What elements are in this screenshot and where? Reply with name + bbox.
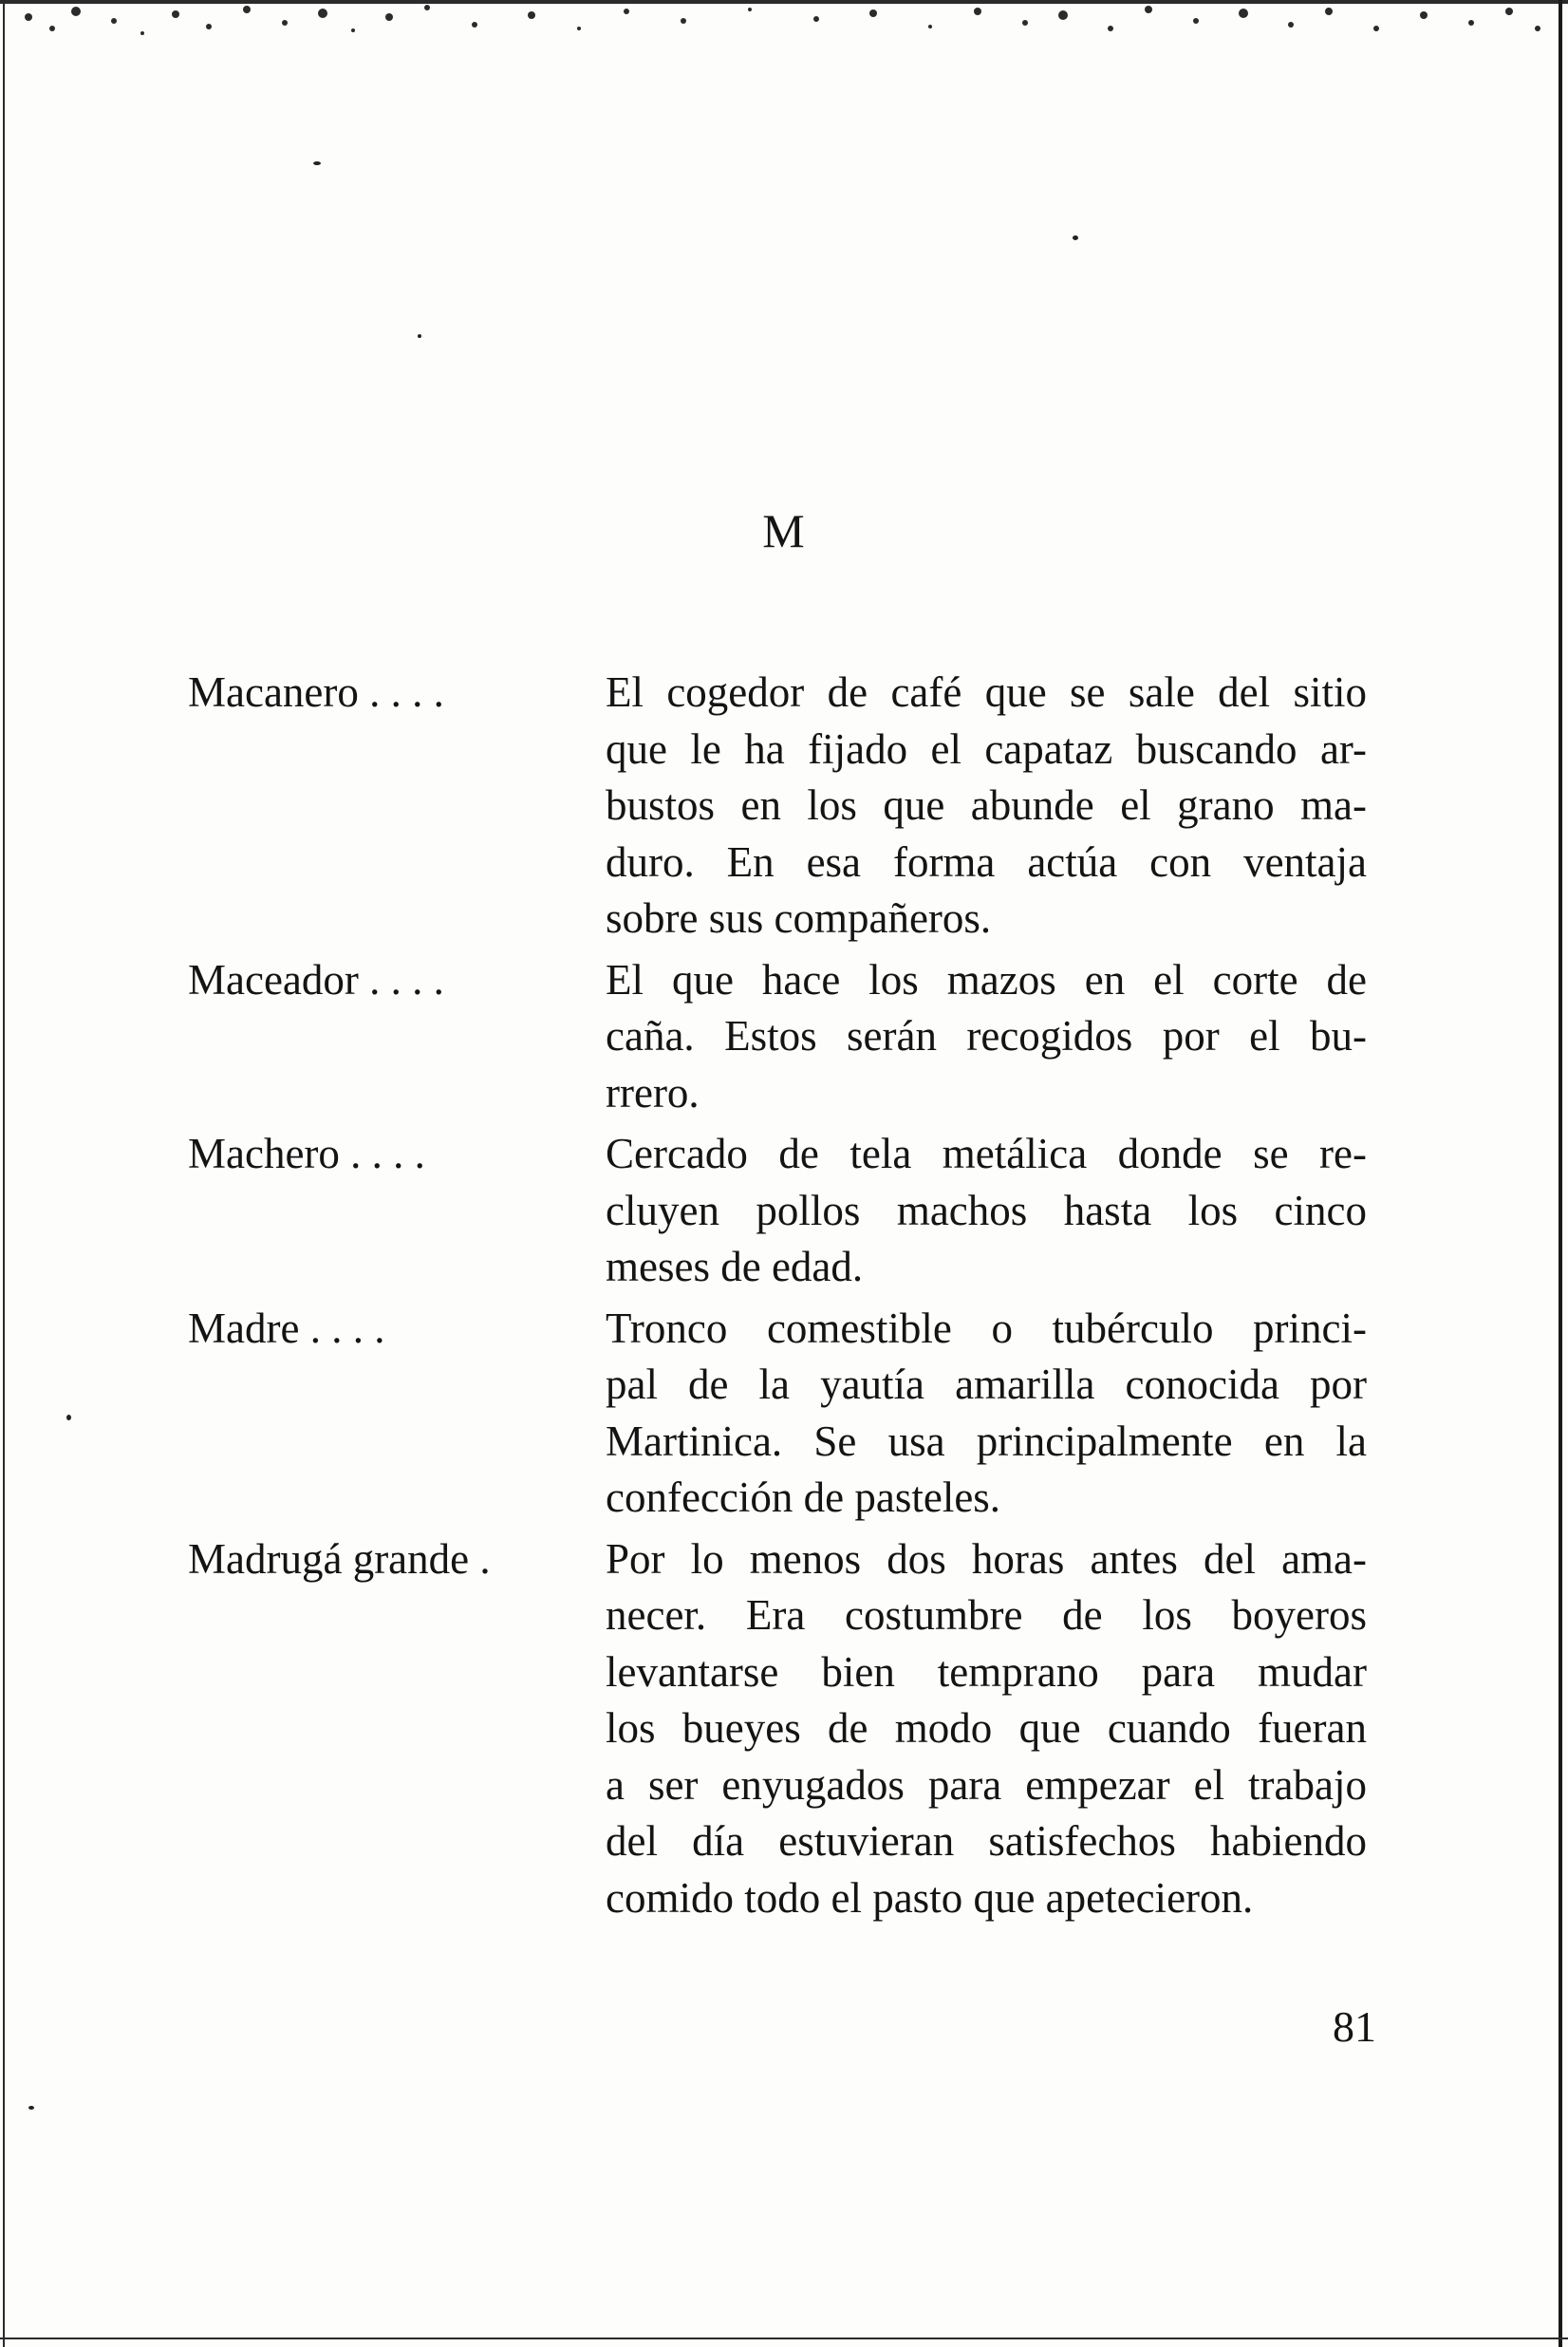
entry-definition [606,1531,1367,1927]
scan-noise-top [0,0,1568,85]
definition-line: cluyen pollos machos hasta los cinco [606,1186,1367,1234]
entry-definition [606,952,1367,1122]
definition-line: que le ha fijado el capataz buscando ar- [606,724,1367,773]
glossary-entry [188,665,1384,948]
definition-line: Tronco comestible o tubérculo princi- [606,1304,1367,1352]
entry-definition [606,665,1367,948]
entry-term: Madrugá grande . [188,1534,491,1583]
scan-edge-bottom [0,2338,1568,2339]
definition-line: sobre sus compañeros. [606,894,992,942]
glossary-entries [188,665,1384,1931]
entry-definition [606,1126,1367,1296]
definition-line: levantarse bien temprano para mudar [606,1647,1367,1696]
definition-line: pal de la yautía amarilla conocida por [606,1361,1367,1408]
scan-speck [66,1415,71,1420]
scan-speck [28,2106,34,2110]
entry-term: Macanero . . . . [188,668,444,716]
scan-edge-right [1559,0,1562,2347]
definition-line: comido todo el pasto que apetecieron. [606,1873,1254,1922]
definition-line: necer. Era costumbre de los boyeros [606,1591,1367,1639]
scan-edge-left [3,0,5,2347]
definition-line: Por lo menos dos horas antes del ama- [606,1534,1367,1583]
definition-line: a ser enyugados para empezar el trabajo [606,1760,1367,1809]
glossary-entry [188,1301,1384,1527]
definition-line: Cercado de tela metálica donde se re- [606,1130,1367,1177]
definition-line: El que hace los mazos en el corte de [606,955,1367,1004]
definition-line: los bueyes de modo que cuando fueran [606,1704,1367,1752]
scan-speck [313,161,321,165]
definition-line: del día estuvieran satisfechos habiendo [606,1817,1367,1865]
definition-line: Martinica. Se usa principalmente en la [606,1417,1367,1465]
section-letter: M [762,504,806,557]
entry-term: Machero . . . . [188,1130,425,1177]
scan-speck [418,334,421,338]
glossary-entry [188,1126,1384,1296]
definition-line: El cogedor de café que se sale del sitio [606,668,1367,716]
entry-term: Madre . . . . [188,1304,385,1352]
page-number: 81 [1333,2002,1376,2051]
glossary-entry [188,1531,1384,1927]
definition-line: confección de pasteles. [606,1474,1001,1521]
glossary-entry [188,952,1384,1122]
definition-line: duro. En esa forma actúa con ventaja [606,837,1367,886]
scan-speck [1073,235,1078,240]
entry-term: Maceador . . . . [188,955,444,1004]
definition-line: meses de edad. [606,1243,864,1290]
definition-line: rrero. [606,1068,700,1117]
definition-line: bustos en los que abunde el grano ma- [606,781,1367,829]
definition-line: caña. Estos serán recogidos por el bu- [606,1012,1367,1060]
entry-definition [606,1301,1367,1527]
